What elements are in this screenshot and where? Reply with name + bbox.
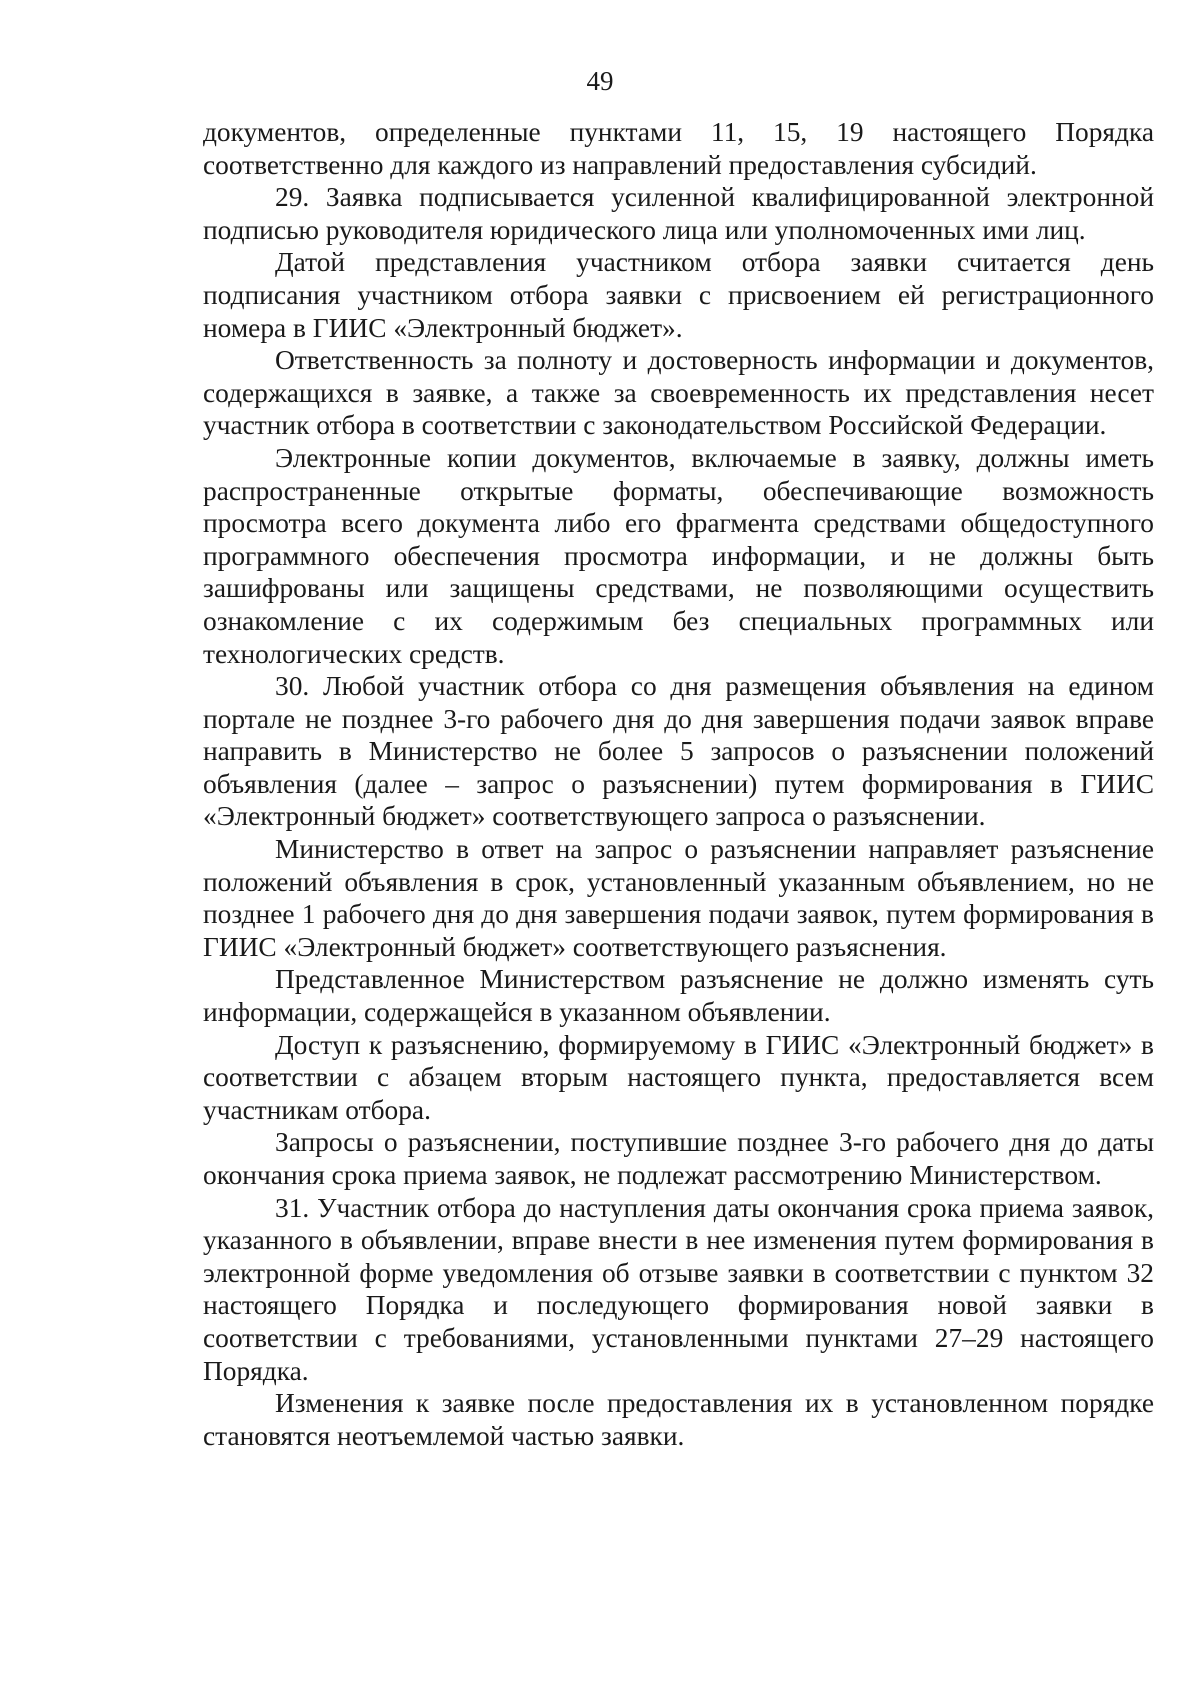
page-number: 49: [586, 66, 614, 96]
paragraph: Доступ к разъяснению, формируемому в ГИИС «Электронный бюджет» в соответствии с абзацем вторым настоящего пункта, предоставляется всем участникам отбора.: [203, 1029, 1154, 1125]
paragraph-item-29: 29. Заявка подписывается усиленной квалифицированной электронной подписью руководителя юридического лица или уполномоченных ими лиц.: [203, 182, 1154, 245]
paragraph-item-31: 31. Участник отбора до наступления даты окончания срока приема заявок, указанного в объявлении, вправе внести в нее изменения путем формирования в электронной форме уведомления об отзыве заявки в соответствии с пунктом 32 настоящего Порядка и последующего формирования новой заявки в соответствии с требованиями, установленными пунктами 27–29 настоящего Порядка.: [203, 1192, 1154, 1386]
paragraph: Министерство в ответ на запрос о разъяснении направляет разъяснение положений объявления в срок, установленный указанным объявлением, но не позднее 1 рабочего дня до дня завершения подачи заявок, путем формирования в ГИИС «Электронный бюджет» соответствующего разъяснения.: [203, 834, 1154, 962]
paragraph: Электронные копии документов, включаемые в заявку, должны иметь распространенные открытые форматы, обеспечивающие возможность просмотра всего документа либо его фрагмента средствами общедоступного программного обеспечения просмотра информации, и не должны быть зашифрованы или защищены средствами, не позволяющими осуществить ознакомление с их содержимым без специальных программных или технологических средств.: [203, 442, 1154, 669]
paragraph-continuation: документов, определенные пунктами 11, 15, 19 настоящего Порядка соответственно для каждого из направлений предоставления субсидий.: [203, 117, 1154, 180]
paragraph: Ответственность за полноту и достоверность информации и документов, содержащихся в заявке, а также за своевременность их представления несет участник отбора в соответствии с законодательством Российской Федерации.: [203, 345, 1154, 441]
document-body: [203, 116, 1154, 1452]
paragraph: Датой представления участником отбора заявки считается день подписания участником отбора заявки с присвоением ей регистрационного номера в ГИИС «Электронный бюджет».: [203, 247, 1154, 343]
paragraph: Изменения к заявке после предоставления их в установленном порядке становятся неотъемлемой частью заявки.: [203, 1388, 1154, 1451]
paragraph: Запросы о разъяснении, поступившие позднее 3-го рабочего дня до даты окончания срока приема заявок, не подлежат рассмотрению Министерством.: [203, 1127, 1154, 1190]
paragraph: Представленное Министерством разъяснение не должно изменять суть информации, содержащейся в указанном объявлении.: [203, 964, 1154, 1028]
paragraph-item-30: 30. Любой участник отбора со дня размещения объявления на едином портале не позднее 3-го рабочего дня до дня завершения подачи заявок вправе направить в Министерство не более 5 запросов о разъяснении положений объявления (далее – запрос о разъяснении) путем формирования в ГИИС «Электронный бюджет» соответствующего запроса о разъяснении.: [203, 671, 1154, 832]
